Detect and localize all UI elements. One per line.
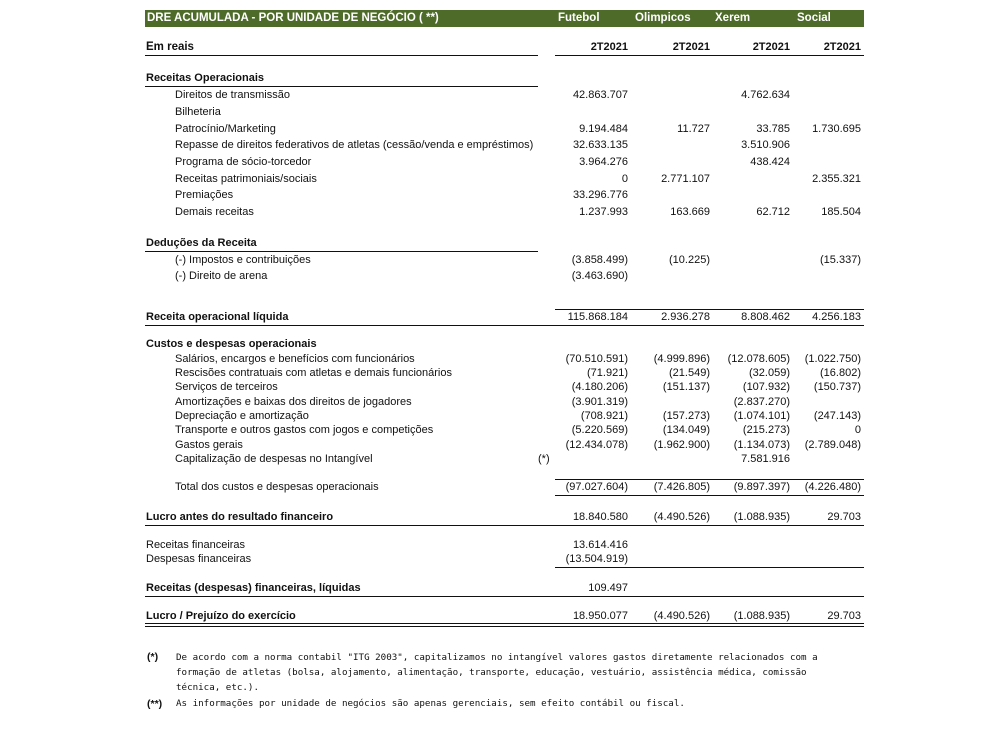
row-label: Receitas patrimoniais/sociais: [175, 173, 317, 185]
row-label: Programa de sócio-torcedor: [175, 156, 312, 168]
period-xerem: 2T2021: [752, 41, 790, 53]
row-value: (4.490.526): [653, 511, 710, 523]
row-value: (32.059): [749, 367, 790, 379]
row-value: 0: [621, 173, 628, 185]
row-value: (708.921): [580, 410, 628, 422]
row-label: Serviços de terceiros: [175, 381, 278, 393]
row-value: 2.355.321: [812, 173, 861, 185]
divider: [145, 251, 538, 252]
footnote-line: As informações por unidade de negócios são apenas gerenciais, sem efeito contábil ou fiscal.: [176, 698, 685, 709]
row-value: 3.964.276: [579, 156, 628, 168]
row-value: 32.633.135: [572, 139, 628, 151]
footnote-line: De acordo com a norma contabil "ITG 2003", capitalizamos no intangível valores gastos diretamente relacionados com a: [176, 652, 818, 663]
row-label: Premiações: [175, 189, 234, 201]
row-value: (12.434.078): [565, 439, 628, 451]
row-value: 2.771.107: [661, 173, 710, 185]
row-label: Amortizações e baixas dos direitos de jogadores: [175, 396, 412, 408]
row-value: (4.490.526): [653, 610, 710, 622]
row-value: (21.549): [669, 367, 710, 379]
row-value: (1.962.900): [653, 439, 710, 451]
net-result-label: Lucro / Prejuízo do exercício: [146, 610, 296, 622]
row-value: (1.088.935): [733, 511, 790, 523]
row-value: 163.669: [670, 206, 710, 218]
row-value: (107.932): [742, 381, 790, 393]
row-value: 62.712: [756, 206, 790, 218]
row-value: (3.463.690): [571, 270, 628, 282]
row-value: (9.897.397): [733, 481, 790, 493]
row-value: 29.703: [827, 511, 861, 523]
row-value: (247.143): [813, 410, 861, 422]
footnote-mark: (*): [147, 651, 159, 663]
row-value: (13.504.919): [565, 553, 628, 565]
section-heading: Receitas Operacionais: [146, 72, 265, 84]
row-value: 1.730.695: [812, 123, 861, 135]
row-value: 438.424: [750, 156, 790, 168]
footnote-mark: (**): [147, 698, 163, 710]
col-header-social: Social: [797, 12, 831, 24]
double-divider: [145, 623, 864, 627]
row-value: (15.337): [820, 254, 861, 266]
row-value: (2.837.270): [733, 396, 790, 408]
row-value: (1.022.750): [804, 353, 861, 365]
row-value: 4.256.183: [812, 311, 861, 323]
row-value: 11.727: [677, 123, 710, 135]
row-label: (-) Direito de arena: [175, 270, 268, 282]
row-value: (151.137): [662, 381, 710, 393]
row-value: 2.936.278: [661, 311, 710, 323]
subtotal-label: Total dos custos e despesas operacionais: [175, 481, 379, 493]
row-value: (97.027.604): [565, 481, 628, 493]
divider: [555, 55, 864, 56]
divider: [555, 309, 864, 310]
row-value: 8.808.462: [741, 311, 790, 323]
divider: [555, 495, 864, 496]
row-value: (150.737): [813, 381, 861, 393]
row-value: (3.858.499): [571, 254, 628, 266]
row-value: 33.296.776: [572, 189, 628, 201]
row-value: 13.614.416: [572, 539, 628, 551]
row-value: (3.901.319): [571, 396, 628, 408]
row-value: (157.273): [662, 410, 710, 422]
report-title: DRE ACUMULADA - POR UNIDADE DE NEGÓCIO ( **): [147, 12, 439, 24]
col-header-olimpicos: Olimpicos: [635, 12, 691, 24]
period-olimpicos: 2T2021: [672, 41, 710, 53]
row-label: Repasse de direitos federativos de atletas (cessão/venda e empréstimos): [175, 139, 534, 151]
col-header-xerem: Xerem: [715, 12, 751, 24]
row-value: (12.078.605): [727, 353, 790, 365]
divider: [555, 479, 864, 480]
row-value: (215.273): [742, 424, 790, 436]
row-value: (16.802): [820, 367, 861, 379]
row-label: Capitalização de despesas no Intangível: [175, 453, 373, 465]
footnote-line: formação de atletas (bolsa, alojamento, alimentação, transporte, educação, vestuário, assistência médica, comissão: [176, 667, 807, 678]
row-label: Rescisões contratuais com atletas e demais funcionários: [175, 367, 452, 379]
row-value: (5.220.569): [571, 424, 628, 436]
period-futebol: 2T2021: [590, 41, 628, 53]
row-value: 0: [854, 424, 861, 436]
row-value: 29.703: [827, 610, 861, 622]
row-value: 18.950.077: [572, 610, 628, 622]
row-label: (-) Impostos e contribuições: [175, 254, 311, 266]
row-value: 3.510.906: [741, 139, 790, 151]
row-label: Transporte e outros gastos com jogos e competições: [175, 424, 434, 436]
units-label: Em reais: [146, 41, 194, 53]
subtotal-label: Lucro antes do resultado financeiro: [146, 511, 334, 523]
row-label: Bilheteria: [175, 106, 221, 118]
row-label: Receitas financeiras: [146, 539, 246, 551]
report-header-bar: [145, 10, 864, 27]
row-value: 4.762.634: [741, 89, 790, 101]
divider: [555, 567, 864, 568]
footnote-ref-mark: (*): [538, 453, 550, 465]
row-value: (4.226.480): [804, 481, 861, 493]
row-label: Gastos gerais: [175, 439, 243, 451]
row-value: (1.088.935): [733, 610, 790, 622]
row-label: Patrocínio/Marketing: [175, 123, 276, 135]
row-label: Salários, encargos e benefícios com funcionários: [175, 353, 415, 365]
col-header-futebol: Futebol: [558, 12, 600, 24]
row-value: 9.194.484: [579, 123, 628, 135]
subtotal-label: Receitas (despesas) financeiras, líquidas: [146, 582, 361, 594]
row-value: (134.049): [662, 424, 710, 436]
section-heading: Custos e despesas operacionais: [146, 338, 317, 350]
period-social: 2T2021: [823, 41, 861, 53]
row-value: (2.789.048): [804, 439, 861, 451]
row-label: Despesas financeiras: [146, 553, 252, 565]
subtotal-label: Receita operacional líquida: [146, 311, 289, 323]
divider: [145, 55, 538, 56]
row-value: 33.785: [756, 123, 790, 135]
section-heading: Deduções da Receita: [146, 237, 257, 249]
divider: [145, 325, 864, 326]
divider: [145, 525, 864, 526]
footnote-line: técnica, etc.).: [176, 682, 259, 693]
row-value: (7.426.805): [653, 481, 710, 493]
row-value: 109.497: [588, 582, 628, 594]
row-label: Demais receitas: [175, 206, 254, 218]
divider: [145, 86, 538, 87]
row-value: 1.237.993: [579, 206, 628, 218]
row-value: (1.134.073): [733, 439, 790, 451]
row-value: (70.510.591): [565, 353, 628, 365]
row-label: Direitos de transmissão: [175, 89, 290, 101]
row-value: (1.074.101): [733, 410, 790, 422]
row-value: 115.868.184: [567, 311, 628, 323]
row-value: 185.504: [821, 206, 861, 218]
row-value: (4.180.206): [571, 381, 628, 393]
row-value: (71.921): [587, 367, 628, 379]
row-value: 7.581.916: [741, 453, 790, 465]
row-label: Depreciação e amortização: [175, 410, 309, 422]
row-value: (4.999.896): [653, 353, 710, 365]
row-value: (10.225): [669, 254, 710, 266]
row-value: 18.840.580: [572, 511, 628, 523]
row-value: 42.863.707: [572, 89, 628, 101]
divider: [145, 596, 864, 597]
